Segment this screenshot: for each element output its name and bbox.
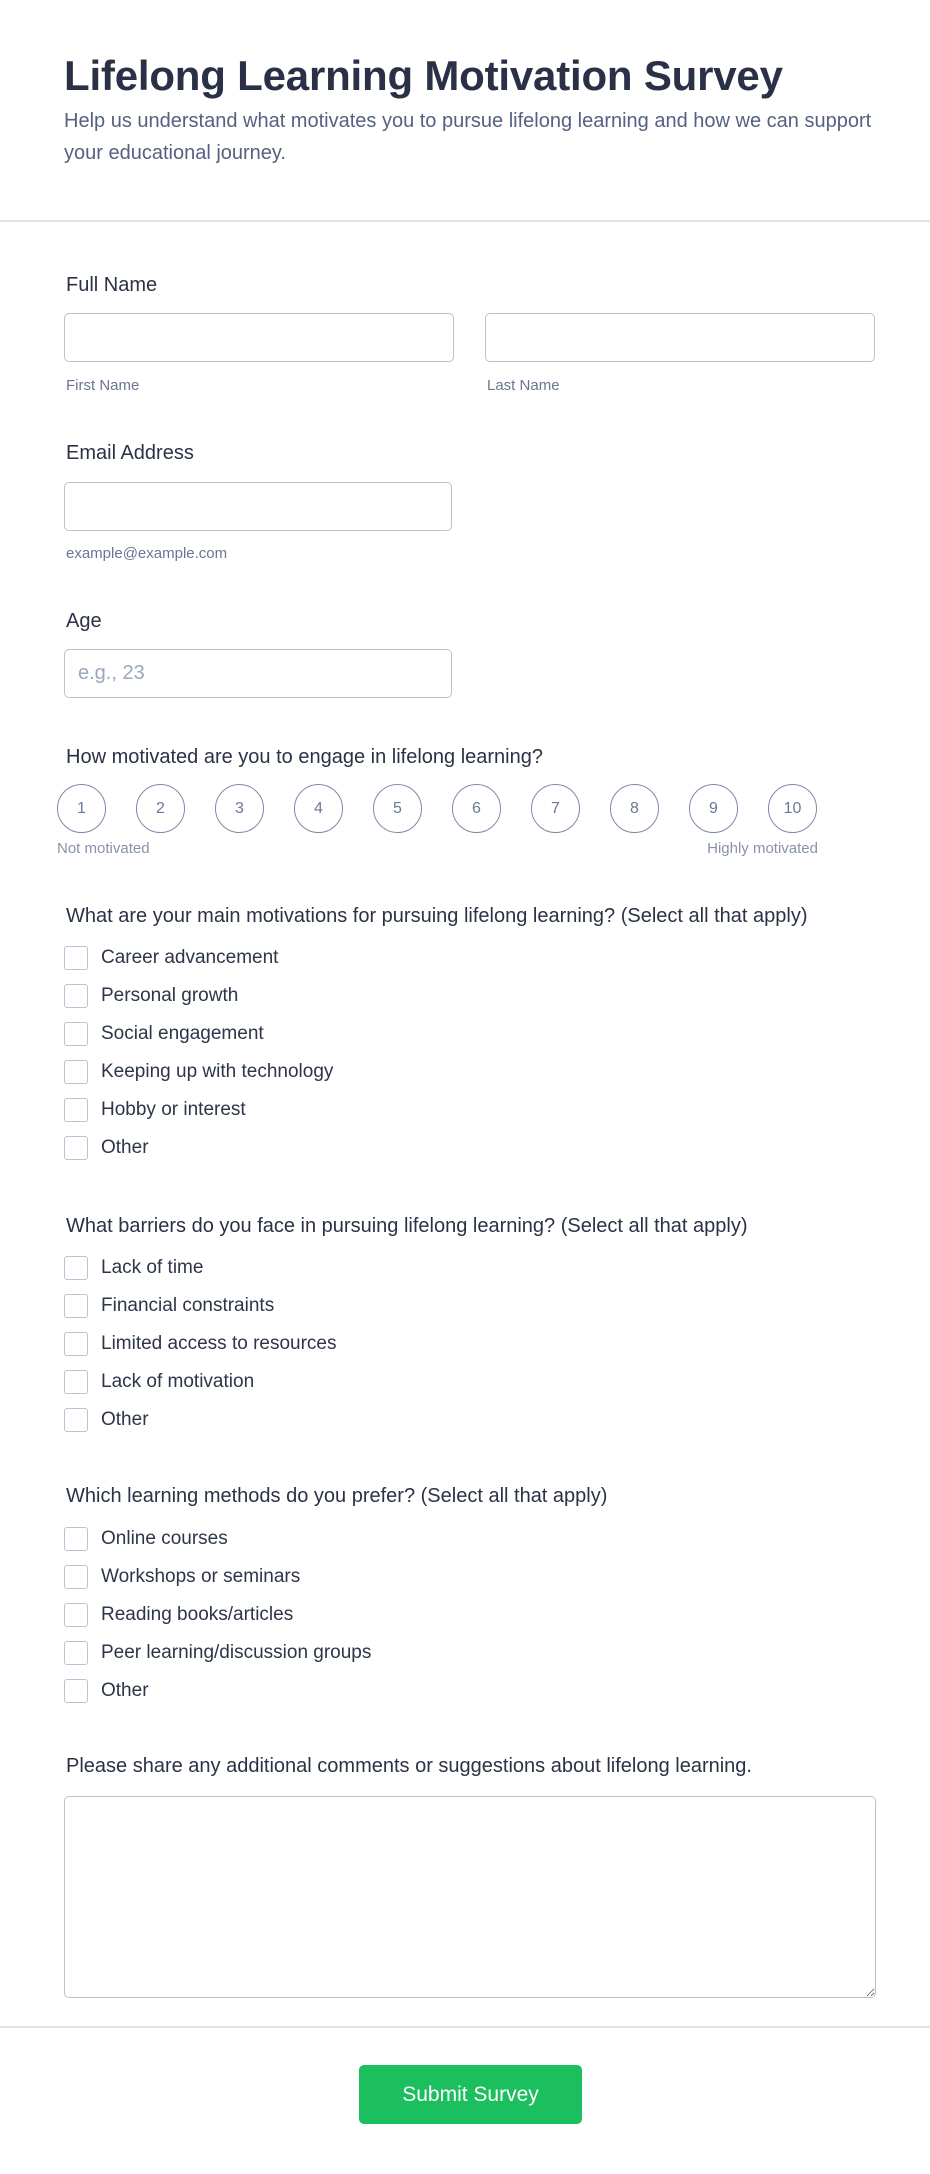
comments-textarea[interactable] [64, 1796, 876, 1998]
motivation-scale-question: How motivated are you to engage in lifelong learning? [66, 746, 543, 768]
method-option-other[interactable] [64, 1679, 149, 1703]
checkbox[interactable] [64, 1603, 88, 1627]
option-label: Financial constraints [101, 1295, 275, 1316]
last-name-input[interactable] [485, 313, 875, 362]
option-label: Career advancement [101, 947, 279, 968]
barrier-option-motivation[interactable] [64, 1370, 254, 1394]
checkbox[interactable] [64, 1060, 88, 1084]
barrier-option-time[interactable] [64, 1256, 203, 1280]
option-label: Hobby or interest [101, 1099, 246, 1120]
age-label: Age [66, 610, 102, 632]
option-label: Limited access to resources [101, 1333, 337, 1354]
motivation-option-career[interactable] [64, 946, 278, 970]
age-input[interactable] [64, 649, 452, 698]
checkbox[interactable] [64, 1136, 88, 1160]
barriers-question: What barriers do you face in pursuing lifelong learning? (Select all that apply) [66, 1215, 748, 1237]
submit-survey-button[interactable]: Submit Survey [359, 2065, 582, 2124]
checkbox[interactable] [64, 1098, 88, 1122]
option-label: Workshops or seminars [101, 1566, 301, 1587]
scale-max-label: Highly motivated [707, 840, 818, 857]
page-title: Lifelong Learning Motivation Survey [64, 52, 783, 99]
barrier-option-other[interactable] [64, 1408, 149, 1432]
checkbox[interactable] [64, 1332, 88, 1356]
scale-option-1[interactable]: 1 [57, 784, 106, 833]
checkbox[interactable] [64, 1256, 88, 1280]
last-name-sublabel: Last Name [487, 377, 560, 394]
scale-option-8[interactable]: 8 [610, 784, 659, 833]
scale-option-6[interactable]: 6 [452, 784, 501, 833]
option-label: Keeping up with technology [101, 1061, 334, 1082]
scale-min-label: Not motivated [57, 840, 150, 857]
scale-option-9[interactable]: 9 [689, 784, 738, 833]
scale-option-3[interactable]: 3 [215, 784, 264, 833]
checkbox[interactable] [64, 984, 88, 1008]
scale-option-7[interactable]: 7 [531, 784, 580, 833]
method-option-workshops[interactable] [64, 1565, 300, 1589]
method-option-reading[interactable] [64, 1603, 293, 1627]
checkbox[interactable] [64, 1022, 88, 1046]
barrier-option-financial[interactable] [64, 1294, 274, 1318]
checkbox[interactable] [64, 1565, 88, 1589]
footer-divider [0, 2026, 930, 2028]
methods-question: Which learning methods do you prefer? (Select all that apply) [66, 1485, 608, 1507]
option-label: Social engagement [101, 1023, 264, 1044]
page-subtitle: Help us understand what motivates you to pursue lifelong learning and how we can support your educational journey. [64, 110, 872, 164]
checkbox[interactable] [64, 1641, 88, 1665]
method-option-peer[interactable] [64, 1641, 371, 1665]
full-name-label: Full Name [66, 274, 158, 296]
comments-label: Please share any additional comments or suggestions about lifelong learning. [66, 1755, 752, 1777]
scale-option-10[interactable]: 10 [768, 784, 817, 833]
checkbox[interactable] [64, 1527, 88, 1551]
checkbox[interactable] [64, 946, 88, 970]
first-name-sublabel: First Name [66, 377, 140, 394]
email-helper: example@example.com [66, 545, 228, 562]
header-divider [0, 220, 930, 222]
scale-option-2[interactable]: 2 [136, 784, 185, 833]
scale-option-4[interactable]: 4 [294, 784, 343, 833]
barrier-option-resources[interactable] [64, 1332, 337, 1356]
motivations-question: What are your main motivations for pursuing lifelong learning? (Select all that apply) [66, 905, 808, 927]
option-label: Lack of time [101, 1257, 204, 1278]
option-label: Online courses [101, 1528, 228, 1549]
option-label: Other [101, 1137, 149, 1158]
option-label: Other [101, 1409, 149, 1430]
motivation-option-personal-growth[interactable] [64, 984, 238, 1008]
email-label: Email Address [66, 442, 194, 464]
option-label: Other [101, 1680, 149, 1701]
first-name-input[interactable] [64, 313, 454, 362]
checkbox[interactable] [64, 1679, 88, 1703]
option-label: Reading books/articles [101, 1604, 294, 1625]
checkbox[interactable] [64, 1294, 88, 1318]
motivation-option-hobby[interactable] [64, 1098, 246, 1122]
option-label: Lack of motivation [101, 1371, 255, 1392]
motivation-option-other[interactable] [64, 1136, 149, 1160]
scale-option-5[interactable]: 5 [373, 784, 422, 833]
motivation-option-social[interactable] [64, 1022, 264, 1046]
option-label: Peer learning/discussion groups [101, 1642, 372, 1663]
checkbox[interactable] [64, 1408, 88, 1432]
motivation-option-technology[interactable] [64, 1060, 333, 1084]
method-option-online[interactable] [64, 1527, 228, 1551]
email-input[interactable] [64, 482, 452, 531]
checkbox[interactable] [64, 1370, 88, 1394]
option-label: Personal growth [101, 985, 239, 1006]
